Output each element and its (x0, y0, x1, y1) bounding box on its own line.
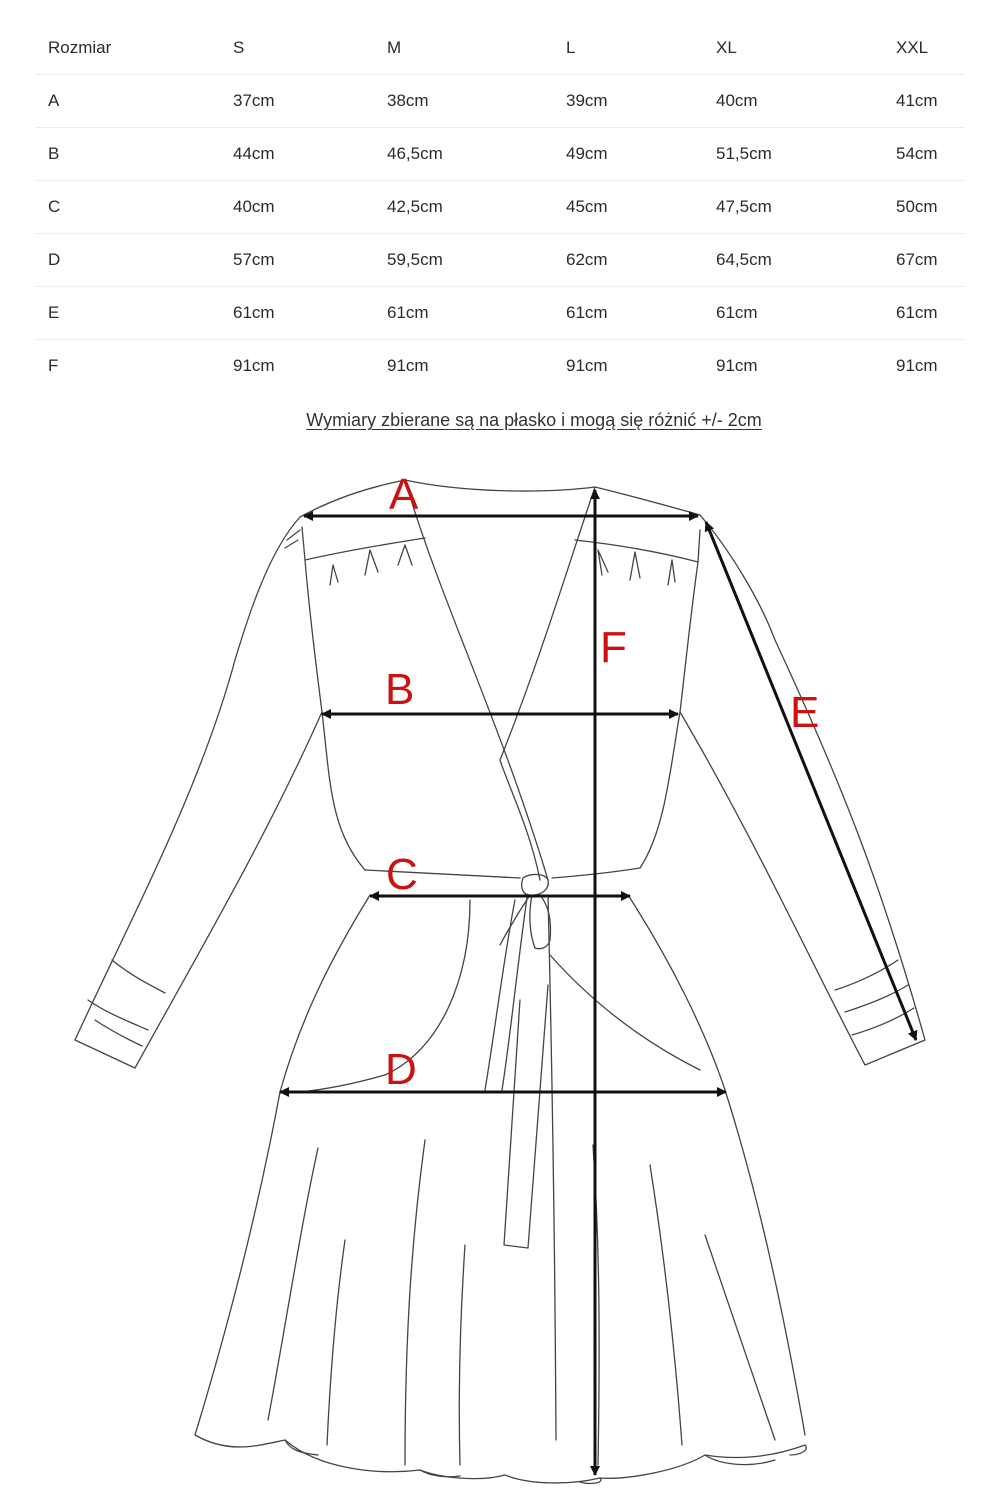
table-cell: D (36, 234, 221, 287)
label-b: B (385, 665, 415, 714)
table-cell: C (36, 181, 221, 234)
table-cell: 61cm (221, 287, 375, 340)
table-cell: 67cm (884, 234, 964, 287)
table-cell: 49cm (554, 128, 704, 181)
header-cell: Rozmiar (36, 22, 221, 75)
label-a: A (389, 470, 419, 519)
table-cell: 46,5cm (375, 128, 554, 181)
table-cell: B (36, 128, 221, 181)
table-cell: 38cm (375, 75, 554, 128)
table-row (36, 181, 964, 234)
table-cell: 91cm (716, 356, 758, 375)
label-e: E (790, 688, 820, 737)
header-cell: S (221, 22, 375, 75)
arrow-e (706, 522, 916, 1040)
table-cell: F (48, 356, 59, 375)
table-cell: 40cm (221, 181, 375, 234)
table-cell: 61cm (884, 287, 964, 340)
table-row (36, 287, 964, 340)
table-cell: 91cm (233, 356, 275, 375)
table-cell: 41cm (884, 75, 964, 128)
header-cell: XXL (884, 22, 964, 75)
label-c: C (386, 850, 418, 899)
measurement-arrows (280, 490, 916, 1475)
table-cell: 50cm (884, 181, 964, 234)
table-cell: 61cm (704, 287, 884, 340)
dress-outline (75, 480, 925, 1483)
table-cell: 57cm (221, 234, 375, 287)
table-cell: 44cm (221, 128, 375, 181)
table-cell: 91cm (387, 356, 429, 375)
table-cell: A (36, 75, 221, 128)
table-cell: 61cm (375, 287, 554, 340)
table-row (36, 128, 964, 181)
table-row (36, 340, 964, 393)
table-cell: 42,5cm (375, 181, 554, 234)
header-cell: XL (704, 22, 884, 75)
table-cell: 61cm (554, 287, 704, 340)
label-d: D (385, 1045, 417, 1094)
table-row (36, 234, 964, 287)
table-cell: 39cm (554, 75, 704, 128)
table-cell: 47,5cm (704, 181, 884, 234)
table-header-row (36, 22, 964, 75)
table-cell: 64,5cm (704, 234, 884, 287)
size-table (36, 22, 964, 392)
dress-diagram (0, 440, 1000, 1500)
table-cell: 91cm (566, 356, 608, 375)
table-cell: 91cm (896, 356, 938, 375)
table-cell: 54cm (884, 128, 964, 181)
table-cell: 40cm (704, 75, 884, 128)
table-cell: 51,5cm (704, 128, 884, 181)
table-cell: 37cm (221, 75, 375, 128)
table-cell: 45cm (554, 181, 704, 234)
table-cell: E (36, 287, 221, 340)
measurement-note: Wymiary zbierane są na płasko i mogą się różnić +/- 2cm (306, 410, 762, 430)
label-f: F (600, 623, 627, 672)
header-cell: L (554, 22, 704, 75)
table-row (36, 75, 964, 128)
header-cell: M (375, 22, 554, 75)
table-cell: 59,5cm (375, 234, 554, 287)
table-cell: 62cm (554, 234, 704, 287)
measurement-labels (385, 470, 819, 1094)
